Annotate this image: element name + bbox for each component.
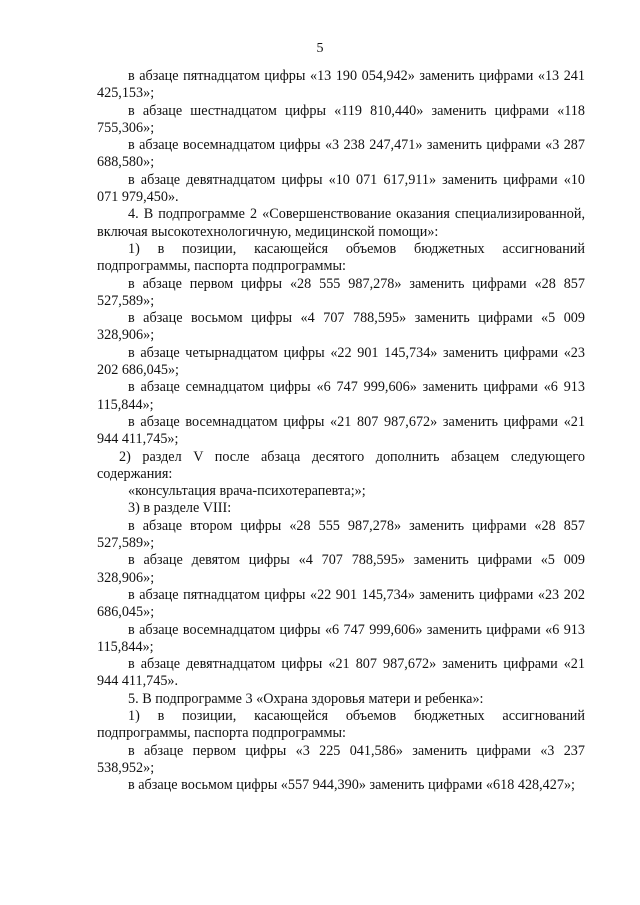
paragraph: «консультация врача-психотерапевта;»; (128, 483, 366, 500)
paragraph: в абзаце девятнадцатом цифры «10 071 617,911» заменить цифрами «10 071 979,450». (97, 171, 585, 206)
paragraph: 4. В подпрограмме 2 «Совершенствование оказания специализированной, включая высокотехнологичную, медицинской помощи»: (97, 206, 585, 240)
paragraph: в абзаце семнадцатом цифры «6 747 999,606» заменить цифрами «6 913 115,844»; (97, 379, 585, 413)
paragraph: 5. В подпрограмме 3 «Охрана здоровья матери и ребенка»: (128, 690, 484, 707)
paragraph: в абзаце четырнадцатом цифры «22 901 145,734» заменить цифрами «23 202 686,045»; (97, 344, 585, 379)
paragraph: в абзаце пятнадцатом цифры «22 901 145,734» заменить цифрами «23 202 686,045»; (97, 586, 585, 621)
page-number: 5 (316, 41, 324, 56)
paragraph: в абзаце пятнадцатом цифры «13 190 054,942» заменить цифрами «13 241 425,153»; (97, 68, 585, 102)
paragraph: в абзаце восемнадцатом цифры «3 238 247,471» заменить цифрами «3 287 688,580»; (97, 137, 585, 171)
paragraph: 1) в позиции, касающейся объемов бюджетных ассигнований подпрограммы, паспорта подпрограммы: (97, 240, 585, 275)
paragraph: в абзаце восемнадцатом цифры «21 807 987,672» заменить цифрами «21 944 411,745»; (97, 413, 585, 448)
paragraph: в абзаце шестнадцатом цифры «119 810,440» заменить цифрами «118 755,306»; (97, 102, 585, 136)
paragraph: в абзаце первом цифры «3 225 041,586» заменить цифрами «3 237 538,952»; (97, 742, 585, 776)
paragraph: в абзаце восемнадцатом цифры «6 747 999,606» заменить цифрами «6 913 115,844»; (97, 621, 585, 655)
paragraph: в абзаце девятнадцатом цифры «21 807 987,672» заменить цифрами «21 944 411,745». (97, 656, 585, 690)
paragraph: в абзаце девятом цифры «4 707 788,595» заменить цифрами «5 009 328,906»; (97, 552, 585, 586)
paragraph: в абзаце восьмом цифры «557 944,390» заменить цифрами «618 428,427»; (128, 777, 575, 794)
paragraph: в абзаце восьмом цифры «4 707 788,595» заменить цифрами «5 009 328,906»; (97, 310, 585, 344)
document-body (97, 68, 585, 794)
paragraph: 3) в разделе VIII: (128, 500, 232, 517)
paragraph: 1) в позиции, касающейся объемов бюджетных ассигнований подпрограммы, паспорта подпрограммы: (97, 707, 585, 742)
paragraph: 2) раздел V после абзаца десятого дополнить абзацем следующего содержания: (97, 448, 585, 482)
paragraph: в абзаце первом цифры «28 555 987,278» заменить цифрами «28 857 527,589»; (97, 275, 585, 309)
paragraph: в абзаце втором цифры «28 555 987,278» заменить цифрами «28 857 527,589»; (97, 517, 585, 552)
